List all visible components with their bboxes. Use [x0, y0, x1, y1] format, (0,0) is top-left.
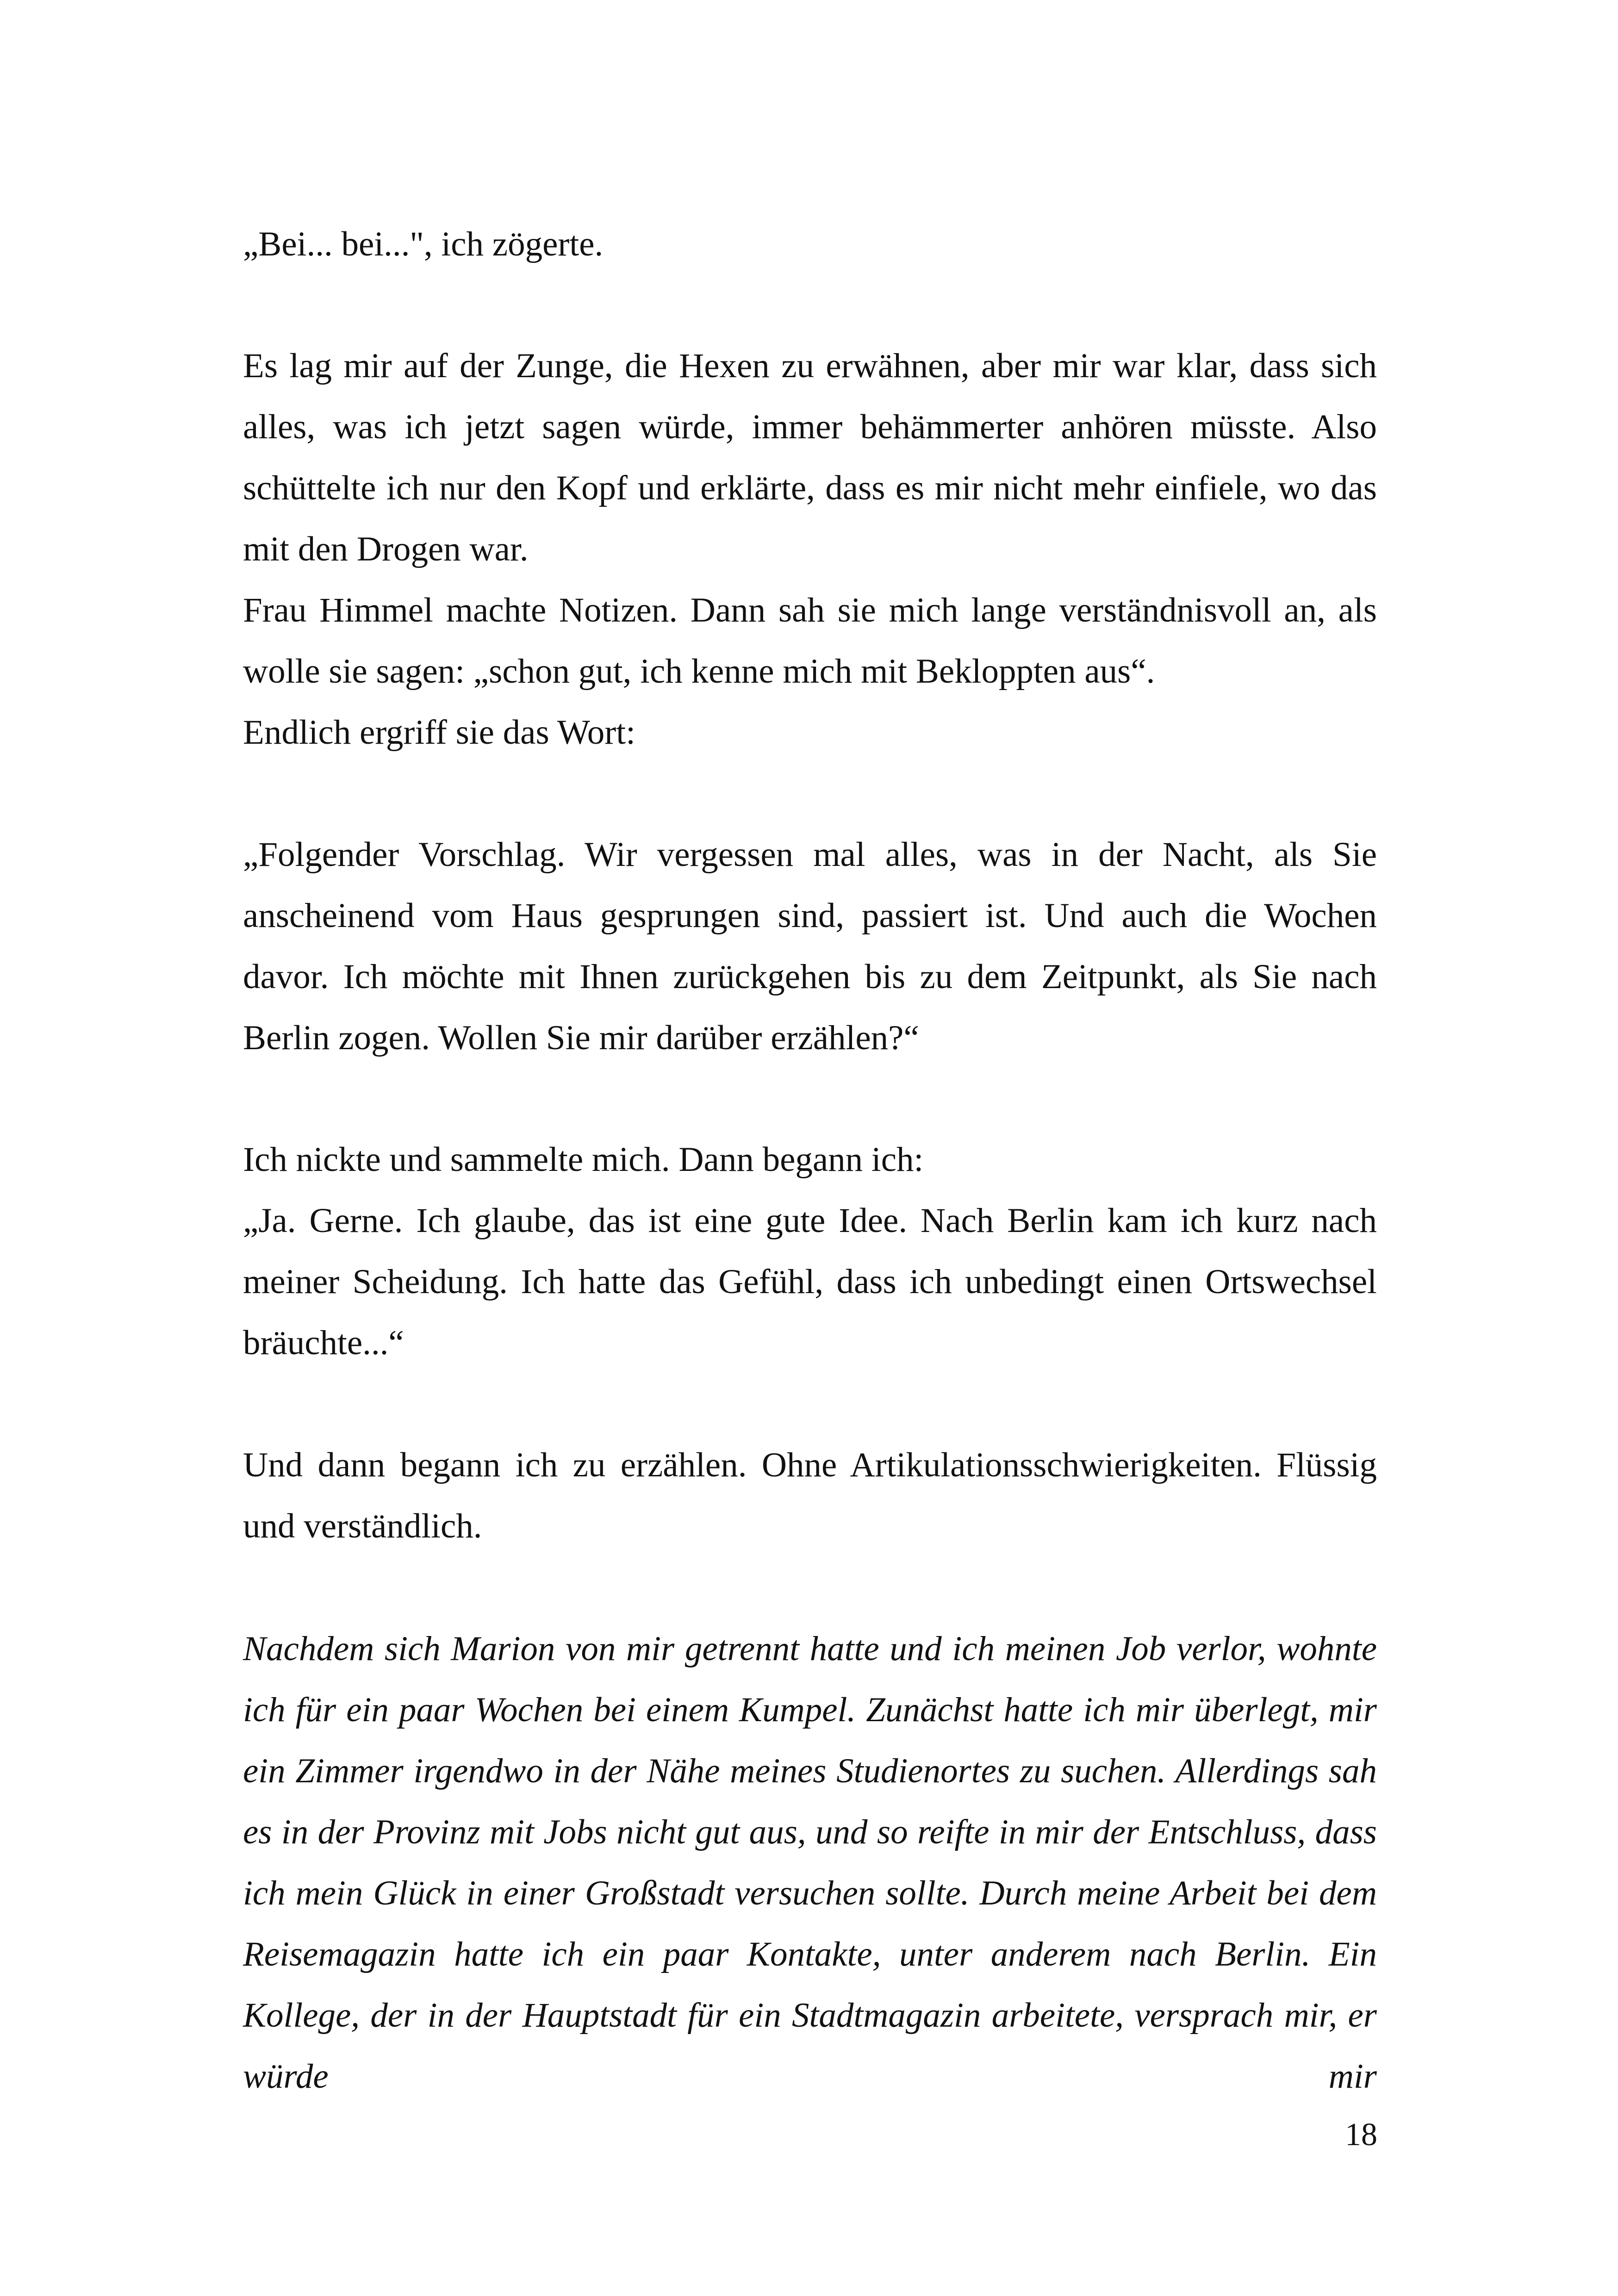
paragraph-vorschlag — [243, 824, 1377, 1069]
paragraph-text: „Bei... bei...", ich zögerte. — [243, 225, 604, 263]
dialogue-line-hesitation — [243, 214, 1377, 275]
paragraph-rueckblick — [243, 1618, 1377, 2107]
paragraph-erzaehlen — [243, 1435, 1377, 1557]
paragraph-frau-himmel — [243, 580, 1377, 702]
paragraph-ja-gerne — [243, 1190, 1377, 1374]
paragraph-text: Frau Himmel machte Notizen. Dann sah sie mich lange verständnisvoll an, als wolle sie sagen: „schon gut, ich kenne mich mit Bekloppten aus“. — [243, 591, 1377, 691]
line-ich-nickte — [243, 1129, 1377, 1190]
paragraph-text: Es lag mir auf der Zunge, die Hexen zu erwähnen, aber mir war klar, dass sich alles, was ich jetzt sagen würde, immer behämmerter anhören müsste. Also schüttelte ich nur den Kopf und erklärte, dass es mir nicht mehr einfiele, wo das mit den Drogen war. — [243, 347, 1377, 568]
page-number: 18 — [1345, 2117, 1377, 2153]
paragraph-text: Nachdem sich Marion von mir getrennt hatte und ich meinen Job verlor, wohnte ich für ein paar Wochen bei einem Kumpel. Zunächst hatte ich mir überlegt, mir ein Zimmer irgendwo in der Nähe meines Studienortes zu suchen. Allerdings sah es in der Provinz mit Jobs nicht gut aus, und so reifte in mir der Entschluss, dass ich mein Glück in einer Großstadt versuchen sollte. Durch meine Arbeit bei dem Reisemagazin hatte ich ein paar Kontakte, unter anderem nach Berlin. Ein Kollege, der in der Hauptstadt für ein Stadtmagazin arbeitete, versprach mir, er würde mir — [243, 1630, 1377, 2096]
line-endlich — [243, 702, 1377, 763]
paragraph-text: Ich nickte und sammelte mich. Dann begann ich: — [243, 1140, 924, 1179]
paragraph-hexen — [243, 336, 1377, 580]
paragraph-text: Und dann begann ich zu erzählen. Ohne Artikulationsschwierigkeiten. Flüssig und verständlich. — [243, 1446, 1377, 1545]
paragraph-text: „Ja. Gerne. Ich glaube, das ist eine gute Idee. Nach Berlin kam ich kurz nach meiner Scheidung. Ich hatte das Gefühl, dass ich unbedingt einen Ortswechsel bräuchte...“ — [243, 1201, 1377, 1362]
paragraph-text: Endlich ergriff sie das Wort: — [243, 713, 635, 752]
paragraph-text: „Folgender Vorschlag. Wir vergessen mal alles, was in der Nacht, als Sie anscheinend vom Haus gesprungen sind, passiert ist. Und auch die Wochen davor. Ich möchte mit Ihnen zurückgehen bis zu dem Zeitpunkt, als Sie nach Berlin zogen. Wollen Sie mir darüber erzählen?“ — [243, 835, 1377, 1057]
